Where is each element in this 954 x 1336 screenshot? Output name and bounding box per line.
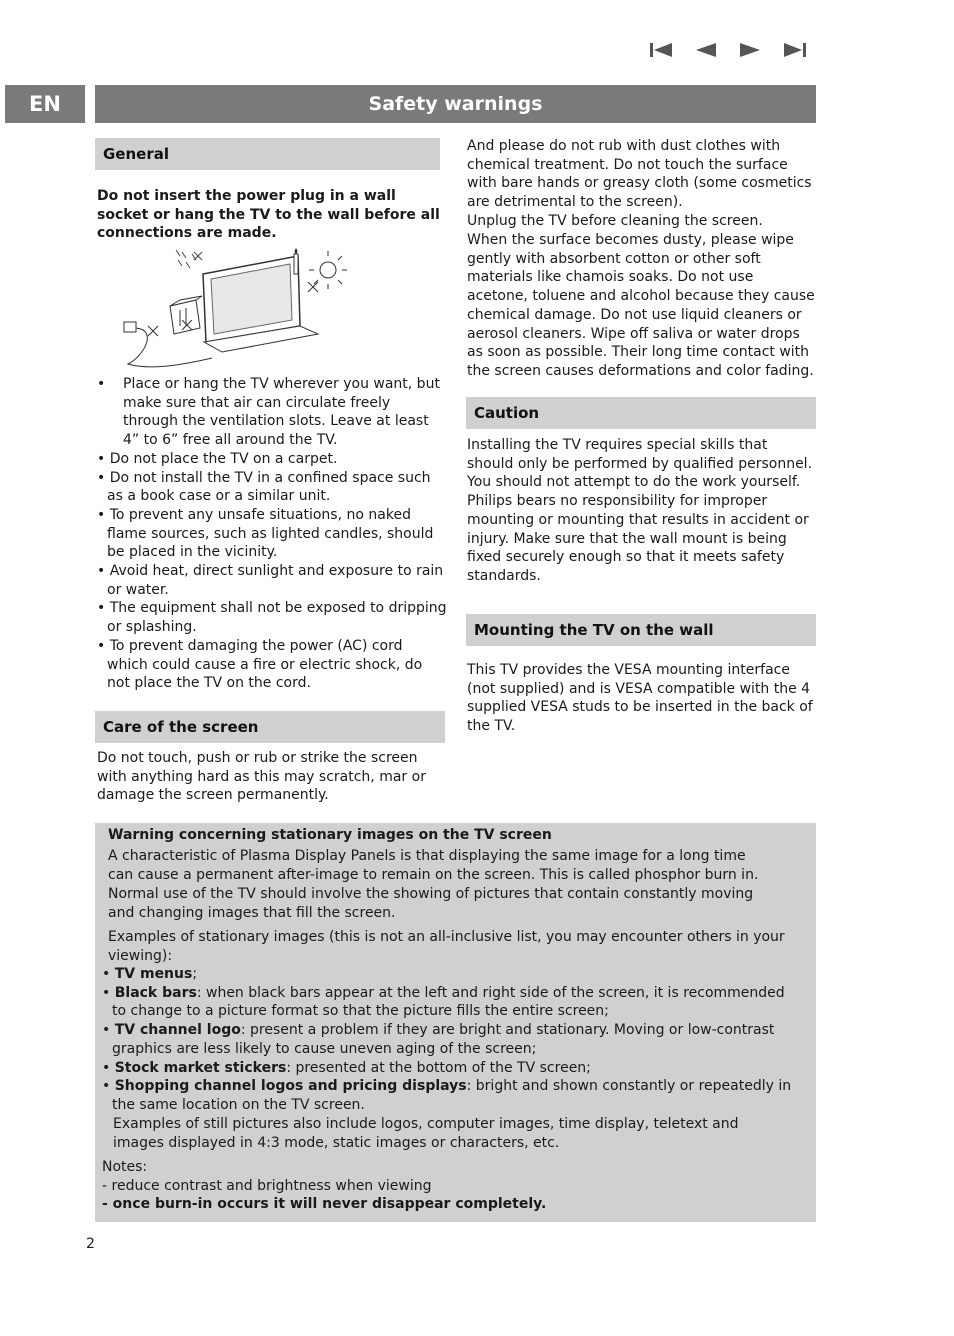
- mounting-text: This TV provides the VESA mounting interface (not supplied) and is VESA compatible with the 4 supplied VESA studs to be inserted in the back of the TV.: [467, 662, 813, 735]
- list-item: • Stock market stickers: presented at the bottom of the TV screen;: [102, 1059, 591, 1076]
- first-page-icon[interactable]: [648, 40, 676, 60]
- tv-placement-illustration: [118, 246, 350, 374]
- page-navigation: [648, 40, 808, 60]
- list-item: • Do not place the TV on a carpet.: [97, 450, 338, 467]
- section-heading-caution: Caution: [466, 397, 816, 429]
- warning-para-2: Normal use of the TV should involve the showing of pictures that contain constantly moving and changing images that fill the screen.: [108, 886, 754, 921]
- list-item: • Avoid heat, direct sunlight and exposure to rain or water.: [97, 563, 444, 598]
- list-item: • The equipment shall not be exposed to dripping or splashing.: [97, 600, 447, 636]
- list-item: • Place or hang the TV wherever you want, but make sure that air can circulate freely through the ventilation slots. Leave at least 4” to 6” free all around the TV.: [97, 376, 440, 449]
- section-heading-general: General: [95, 138, 440, 170]
- page-number: 2: [86, 1236, 95, 1252]
- general-intro: Do not insert the power plug in a wall socket or hang the TV to the wall before all connections are made.: [97, 188, 440, 242]
- section-heading-mounting: Mounting the TV on the wall: [466, 614, 816, 646]
- warning-heading: Warning concerning stationary images on the TV screen: [108, 827, 552, 843]
- warning-para-1: A characteristic of Plasma Display Panels is that displaying the same image for a long time can cause a permanent after-image to remain on the screen. This is called phosphor burn in.: [108, 848, 759, 883]
- care-text-3: Unplug the TV before cleaning the screen.: [467, 213, 763, 229]
- caution-text: Installing the TV requires special skills that should only be performed by qualified personnel. You should not attempt to do the work yourself. Philips bears no responsibility for improper mounting or mounting that results in accident or injury. Make sure that the wall mount is being fixed securely enough so that it meets safety standards.: [467, 437, 813, 584]
- care-text-2: And please do not rub with dust clothes with chemical treatment. Do not touch the surface with bare hands or greasy cloth (some cosmetics are detrimental to the screen).: [467, 138, 812, 211]
- list-item: • TV channel logo: present a problem if they are bright and stationary. Moving or low-contrast graphics are less likely to cause uneven aging of the screen;: [102, 1022, 775, 1057]
- page-title: Safety warnings: [95, 85, 816, 123]
- language-tab: EN: [5, 85, 85, 123]
- section-heading-care: Care of the screen: [95, 711, 445, 743]
- list-item: • Do not install the TV in a confined space such as a book case or a similar unit.: [97, 469, 431, 505]
- warning-para-4: Examples of still pictures also include logos, computer images, time display, teletext and images displayed in 4:3 mode, static images or characters, etc.: [113, 1116, 739, 1151]
- list-item: • To prevent any unsafe situations, no naked flame sources, such as lighted candles, should be placed in the vicinity.: [97, 506, 434, 561]
- last-page-icon[interactable]: [780, 40, 808, 60]
- list-item: • To prevent damaging the power (AC) cord which could cause a fire or electric shock, do not place the TV on the cord.: [97, 637, 423, 692]
- stationary-images-warning-box: [95, 823, 816, 1222]
- notes-label: Notes:: [102, 1159, 148, 1175]
- care-text-1: Do not touch, push or rub or strike the screen with anything hard as this may scratch, mar or damage the screen permanently.: [97, 750, 426, 804]
- care-text-4: When the surface becomes dusty, please wipe gently with absorbent cotton or other soft materials like chamois soaks. Do not use acetone, toluene and alcohol because they cause chemical damage. Do not use liquid cleaners or aerosol cleaners. Wipe off saliva or water drops as soon as possible. Their long time contact with the screen causes deformations and color fading.: [467, 232, 815, 379]
- note-2: - once burn-in occurs it will never disappear completely.: [102, 1196, 547, 1212]
- next-page-icon[interactable]: [736, 40, 764, 60]
- previous-page-icon[interactable]: [692, 40, 720, 60]
- list-item: • TV menus;: [102, 966, 198, 982]
- note-1: - reduce contrast and brightness when viewing: [102, 1178, 432, 1194]
- general-bullet-list: [97, 375, 447, 693]
- list-item: • Shopping channel logos and pricing displays: bright and shown constantly or repeatedly in the same location on the TV screen.: [102, 1078, 792, 1113]
- stationary-examples-list: [102, 965, 792, 1115]
- list-item: • Black bars: when black bars appear at the left and right side of the screen, it is recommended to change to a picture format so that the picture fills the entire screen;: [102, 984, 785, 1020]
- warning-para-3: Examples of stationary images (this is not an all-inclusive list, you may encounter others in your viewing):: [108, 929, 785, 964]
